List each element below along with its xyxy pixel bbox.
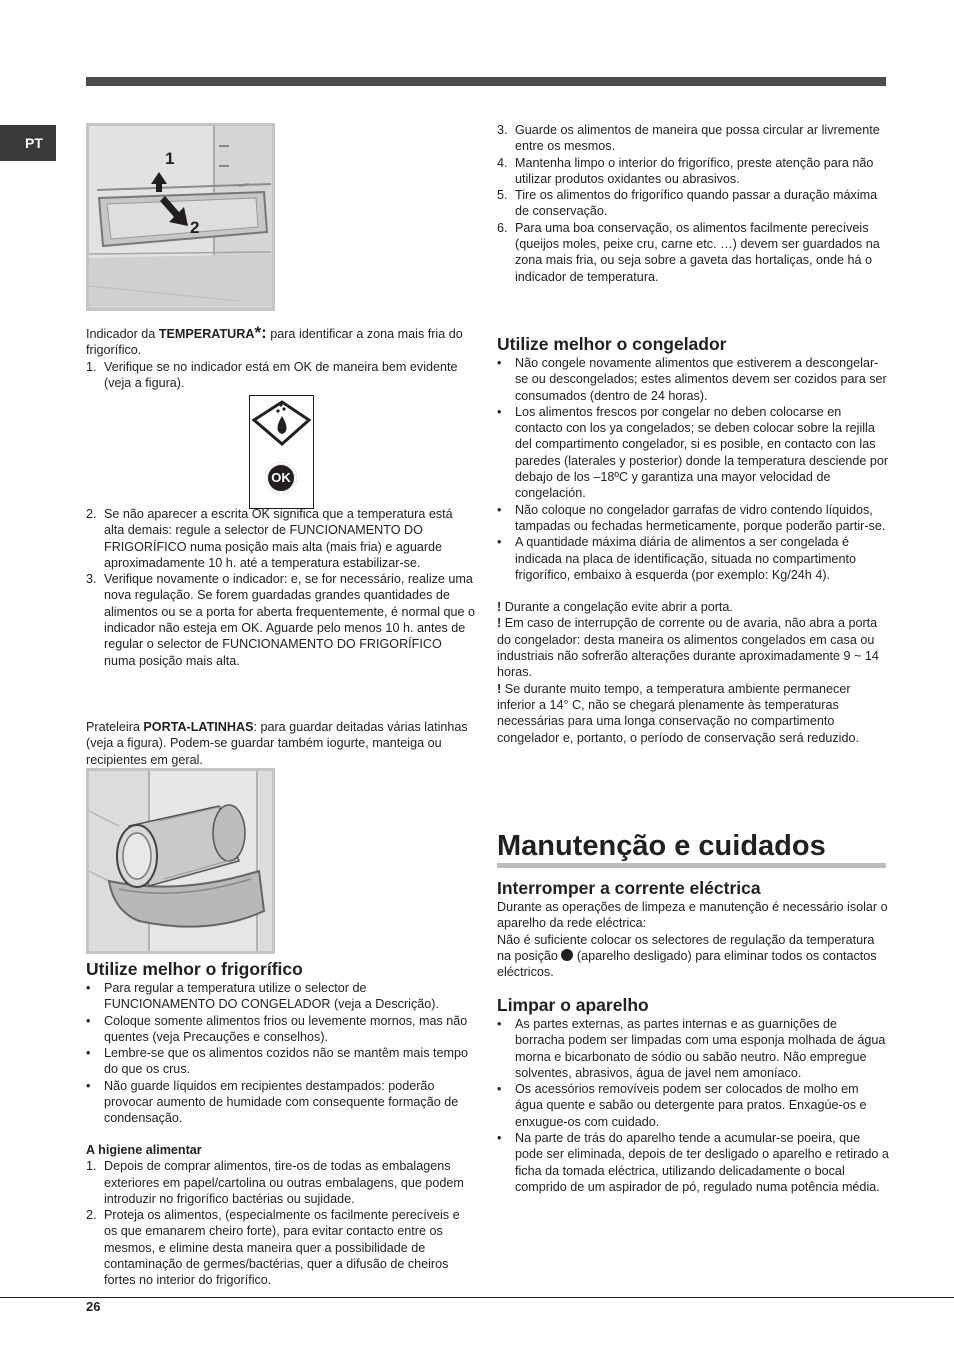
congelador-warning-1: ! Durante a congelação evite abrir a porta. [497, 600, 733, 615]
temperature-star: *: [254, 323, 267, 342]
congelador-heading: Utilize melhor o congelador [497, 334, 727, 354]
congelador-warning-3: ! Se durante muito tempo, a temperatura ambiente permanecer inferior a 14° C, não se chegará plenamente às temperaturas necessárias para uma longa conservação no compartimento congelador e, portanto, o período de conservação será reduzido. [497, 681, 859, 745]
off-position-icon [561, 949, 573, 961]
page-number: 26 [86, 1299, 101, 1314]
manutencao-section [497, 829, 886, 868]
ok-text: OK [271, 470, 291, 485]
ok-badge [265, 462, 297, 494]
higiene-item-5: 5. Tire os alimentos do frigorífico quando passar a duração máxima de conservação. [497, 188, 878, 219]
higiene-continuation [497, 122, 889, 285]
temperature-intro [86, 325, 476, 391]
temperature-bold: TEMPERATURA [158, 327, 255, 341]
higiene-item-6: 6. Para uma boa conservação, os alimentos facilmente perecíveis (queijos moles, peixe cru, carne etc. …) devem ser guardados na zona mais fria, ou seja sobre a gaveta das hortaliças, onde há o indicador de temperatura. [497, 220, 880, 284]
shelf-illustration [89, 126, 272, 308]
limpar-section [497, 995, 889, 1195]
frigorifico-bullet: • Para regular a temperatura utilize o selector de FUNCIONAMENTO DO CONGELADOR (veja a Descrição). [86, 981, 439, 1012]
temperature-steps [86, 506, 476, 669]
temperature-item-3: 3. Verifique novamente o indicador: e, se for necessário, realize uma nova regulação. Se forem guardadas grandes quantidades de alimentos ou se a porta for aberta frequentemente, é normal que o indicador não esteja em OK. Aguarde pelo menos 10 h. antes de regular o selector de FUNCIONAMENTO DO FRIGORÍFICO numa posição mais alta. [86, 572, 476, 668]
congelador-bullet: • A quantidade máxima diária de alimentos a ser congelada é indicada na placa de identificação, situada no compartimento frigorífico, embaixo à esquerda (por exemplo: Kg/24h 4). [497, 535, 856, 582]
congelador-bullet: • Los alimentos frescos por congelar no deben colocarse en contacto con los ya congelados; se deben colocar sobre la rejilla del compartimento congelador, si es posible, en contacto con las paredes (laterales y posterior) donde la temperatura desciende por debajo de los –18ºC y garantiza una mayor velocidad de congelación. [497, 404, 889, 501]
corrente-paragraph-1: Durante as operações de limpeza e manutenção é necessário isolar o aparelho da rede eléctrica: [497, 900, 888, 931]
limpar-bullet: • Na parte de trás do aparelho tende a acumular-se poeira, que pode ser eliminada, depois de ter desligado o aparelho e retirado a ficha da tomada eléctrica, utilizando delicadamente o bocal comprido de um aspirador de pó, regulado numa potência média. [497, 1131, 889, 1194]
corrente-heading: Interromper a corrente eléctrica [497, 878, 761, 898]
congelador-bullet: • Não congele novamente alimentos que estiverem a descongelar-se ou descongelados; estes alimentos devem ser cozidos para ser consumados (dentro de 24 horas). [497, 356, 887, 403]
higiene-item-2: 2. Proteja os alimentos, (especialmente os facilmente perecíveis e os que emanarem cheiro forte), para evitar contacto entre os mesmos, e elimine desta maneira quer a possibilidade de contaminação de germes/bactérias, quer a difusão de cheiros fortes no interior do frigorífico. [86, 1208, 460, 1288]
frigorifico-bullet: • Coloque somente alimentos frios ou levemente mornos, mas não quentes (veja Precauções e conselhos). [86, 1013, 468, 1044]
manutencao-title: Manutenção e cuidados [497, 830, 826, 862]
higiene-section [86, 1142, 476, 1289]
temperature-item-1: 1. Verifique se no indicador está em OK de maneira bem evidente (veja a figura). [86, 359, 458, 390]
higiene-item-3: 3. Guarde os alimentos de maneira que possa circular ar livremente entre os mesmos. [497, 123, 880, 154]
temperature-indicator-figure [249, 395, 314, 509]
language-tab: PT [0, 125, 56, 161]
higiene-item-1: 1. Depois de comprar alimentos, tire-os de todas as embalagens exteriores em papel/cartolina ou outras embalagens, que podem introduzir no frigorífico bactérias ou sujidade. [86, 1159, 464, 1206]
higiene-heading: A higiene alimentar [86, 1143, 202, 1157]
frigorifico-bullet: • Lembre-se que os alimentos cozidos não se mantêm mais tempo do que os crus. [86, 1046, 468, 1077]
frigorifico-section [86, 959, 476, 1127]
limpar-bullet: • Os acessórios removíveis podem ser colocados de molho em água quente e sabão ou detergente para pratos. Enxagúe-os e enxugue-os com cuidado. [497, 1082, 867, 1129]
temperature-prefix: Indicador da [86, 327, 159, 341]
higiene-item-4: 4. Mantenha limpo o interior do frigorífico, preste atenção para não utilizar produtos oxidantes ou abrasivos. [497, 155, 874, 186]
temperature-rest: para identificar a zona mais fria do frigorífico. [86, 327, 463, 358]
limpar-bullet: • As partes externas, as partes internas e as guarnições de borracha podem ser limpadas com uma esponja molhada de água morna e bicarbonato de sódio ou sabão neutro. Não empregue solventes, abrasivos, água de javel nem amoníaco. [497, 1017, 886, 1080]
footer-rule [0, 1297, 954, 1298]
step-1-label: 1 [165, 149, 175, 168]
corrente-section [497, 878, 889, 980]
step-2-label: 2 [190, 218, 200, 237]
congelador-bullet: • Não coloque no congelador garrafas de vidro contendo líquidos, tampadas ou fechadas hermeticamente, porque poderão partir-se. [497, 502, 886, 533]
can-holder-figure [86, 768, 275, 954]
title-underline [497, 863, 886, 868]
shelf-figure [86, 123, 275, 311]
congelador-warning-2: ! Em caso de interrupção de corrente ou de avaria, não abra a porta do congelador: desta maneira os alimentos congelados em casa ou industriais não sofrerão alterações durante aproximadamente 9 ~ 14 horas. [497, 616, 879, 680]
temperature-item-2: 2. Se não aparecer a escrita OK significa que a temperatura está alta demais: regule a selector de FUNCIONAMENTO DO FRIGORÍFICO numa posição mais alta (mais fria) e aguarde aproximadamente 10 h. até a temperatura estabilizar-se. [86, 507, 453, 570]
porta-latinhas-paragraph: Prateleira PORTA-LATINHAS: para guardar deitadas várias latinhas (veja a figura). Podem-se guardar também iogurte, manteiga ou recipientes em geral. [86, 720, 468, 767]
corrente-paragraph-2: Não é suficiente colocar os selectores de regulação da temperatura na posição (aparelho desligado) para eliminar todos os contactos eléctricos. [497, 932, 877, 980]
frigorifico-heading: Utilize melhor o frigorífico [86, 959, 303, 979]
frigorifico-bullet: • Não guarde líquidos em recipientes destampados: poderão provocar aumento de humidade com consequente formação de condensação. [86, 1078, 459, 1126]
can-illustration [89, 771, 272, 951]
limpar-heading: Limpar o aparelho [497, 995, 649, 1015]
congelador-section [497, 334, 889, 746]
header-rule [86, 77, 886, 86]
